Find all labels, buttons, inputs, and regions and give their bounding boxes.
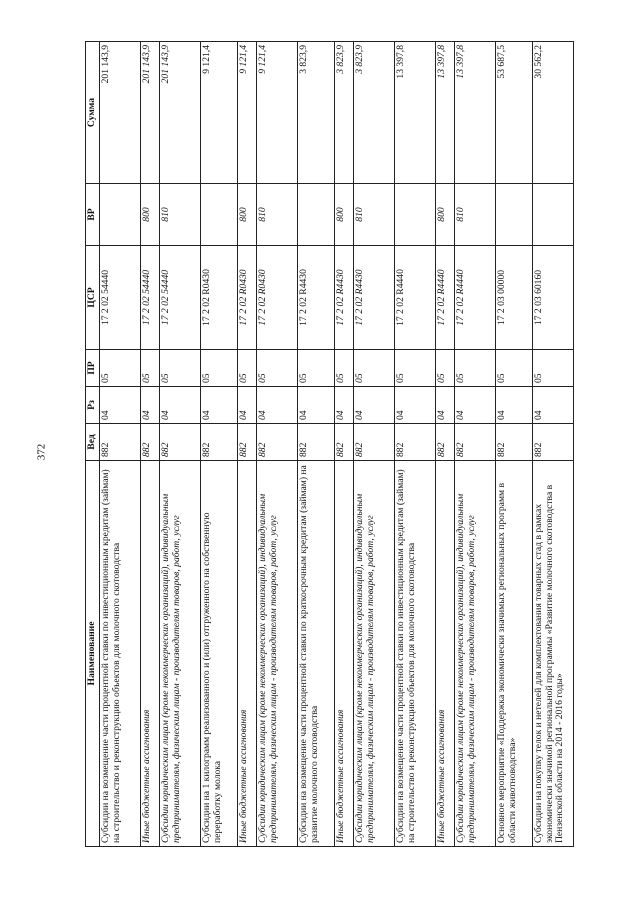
- cell-vr: [298, 184, 335, 246]
- cell-csr: 17 2 02 R4430: [298, 246, 335, 350]
- cell-name: Иные бюджетные ассигнования: [141, 461, 160, 847]
- cell-ved: 882: [455, 424, 496, 461]
- table-row: [141, 42, 160, 847]
- cell-name: Субсидии на покупку телок и нетелей для комплектования товарных стад в рамках экономически значимой региональной программы «Развитие молочного скотоводства в Пензенской области на 2014 - 2016 годы»: [533, 461, 574, 847]
- cell-ved: 882: [141, 424, 160, 461]
- table-row: [201, 42, 238, 847]
- cell-name: Субсидии на возмещение части процентной ставки по краткосрочным кредитам (займам) на развитие молочного скотоводства: [298, 461, 335, 847]
- cell-csr: 17 2 02 R0430: [257, 246, 298, 350]
- cell-sum: 201 143,9: [141, 42, 160, 184]
- header-csr: ЦСР: [86, 246, 100, 350]
- table-row: [533, 42, 574, 847]
- cell-vr: [395, 184, 436, 246]
- header-sum: Сумма: [86, 42, 100, 184]
- cell-ved: 882: [238, 424, 257, 461]
- cell-pr: 05: [395, 350, 436, 387]
- cell-vr: 810: [160, 184, 201, 246]
- table-row: [160, 42, 201, 847]
- cell-pr: 05: [533, 350, 574, 387]
- table-row: [496, 42, 533, 847]
- header-name: Наименование: [86, 461, 100, 847]
- header-rz: Рз: [86, 387, 100, 424]
- table-row: [298, 42, 335, 847]
- cell-name: Субсидии юридическим лицам (кроме некоммерческих организаций), индивидуальным предпринимателям, физическим лицам - производителям товаров, работ, услуг: [160, 461, 201, 847]
- cell-name: Основное мероприятие «Поддержка экономически значимых региональных программ в области животноводства»: [496, 461, 533, 847]
- cell-vr: 800: [436, 184, 455, 246]
- cell-pr: 05: [257, 350, 298, 387]
- cell-pr: 05: [335, 350, 354, 387]
- cell-rz: 04: [141, 387, 160, 424]
- table-header-row: [86, 42, 100, 847]
- cell-sum: 53 687,5: [496, 42, 533, 184]
- cell-csr: 17 2 02 R4440: [436, 246, 455, 350]
- cell-rz: 04: [160, 387, 201, 424]
- cell-name: Субсидии юридическим лицам (кроме некоммерческих организаций), индивидуальным предпринимателям, физическим лицам - производителям товаров, работ, услуг: [257, 461, 298, 847]
- cell-sum: 13 397,8: [395, 42, 436, 184]
- cell-ved: 882: [395, 424, 436, 461]
- cell-pr: 05: [455, 350, 496, 387]
- cell-csr: 17 2 02 R4440: [395, 246, 436, 350]
- table-row: [436, 42, 455, 847]
- cell-name: Иные бюджетные ассигнования: [436, 461, 455, 847]
- cell-vr: 800: [335, 184, 354, 246]
- cell-pr: 05: [298, 350, 335, 387]
- cell-rz: 04: [238, 387, 257, 424]
- table-row: [257, 42, 298, 847]
- cell-sum: 9 121,4: [238, 42, 257, 184]
- cell-sum: 201 143,9: [100, 42, 141, 184]
- cell-sum: 3 823,9: [298, 42, 335, 184]
- cell-rz: 04: [395, 387, 436, 424]
- cell-pr: 05: [496, 350, 533, 387]
- cell-ved: 882: [298, 424, 335, 461]
- cell-pr: 05: [141, 350, 160, 387]
- cell-csr: 17 2 02 54440: [100, 246, 141, 350]
- cell-pr: 05: [238, 350, 257, 387]
- cell-rz: 04: [335, 387, 354, 424]
- cell-vr: [201, 184, 238, 246]
- cell-pr: 05: [436, 350, 455, 387]
- rotated-table-container: [85, 42, 566, 847]
- cell-sum: 13 397,8: [436, 42, 455, 184]
- cell-pr: 05: [100, 350, 141, 387]
- table-row: [455, 42, 496, 847]
- cell-name: Субсидии юридическим лицам (кроме некоммерческих организаций), индивидуальным предпринимателям, физическим лицам - производителям товаров, работ, услуг: [354, 461, 395, 847]
- cell-ved: 882: [533, 424, 574, 461]
- cell-ved: 882: [201, 424, 238, 461]
- table-row: [100, 42, 141, 847]
- cell-pr: 05: [354, 350, 395, 387]
- cell-csr: 17 2 03 60160: [533, 246, 574, 350]
- cell-sum: 13 397,8: [455, 42, 496, 184]
- cell-rz: 04: [436, 387, 455, 424]
- cell-ved: 882: [436, 424, 455, 461]
- cell-csr: 17 2 02 54440: [141, 246, 160, 350]
- cell-csr: 17 2 03 00000: [496, 246, 533, 350]
- cell-sum: 3 823,9: [354, 42, 395, 184]
- cell-rz: 04: [298, 387, 335, 424]
- cell-ved: 882: [160, 424, 201, 461]
- header-vr: ВР: [86, 184, 100, 246]
- cell-csr: 17 2 02 R4430: [335, 246, 354, 350]
- cell-ved: 882: [496, 424, 533, 461]
- cell-vr: [496, 184, 533, 246]
- cell-vr: 810: [354, 184, 395, 246]
- cell-rz: 04: [455, 387, 496, 424]
- table-row: [354, 42, 395, 847]
- cell-pr: 05: [201, 350, 238, 387]
- cell-name: Иные бюджетные ассигнования: [238, 461, 257, 847]
- table-row: [238, 42, 257, 847]
- cell-vr: 800: [141, 184, 160, 246]
- cell-vr: 810: [455, 184, 496, 246]
- cell-ved: 882: [257, 424, 298, 461]
- cell-ved: 882: [354, 424, 395, 461]
- cell-name: Субсидии на возмещение части процентной ставки по инвестиционным кредитам (займам) на строительство и реконструкцию объектов для молочного скотоводства: [100, 461, 141, 847]
- cell-csr: 17 2 02 R0430: [201, 246, 238, 350]
- cell-name: Субсидии на 1 килограмм реализованного и (или) отгруженного на собственную переработку молока: [201, 461, 238, 847]
- cell-rz: 04: [257, 387, 298, 424]
- cell-csr: 17 2 02 R4430: [354, 246, 395, 350]
- cell-rz: 04: [100, 387, 141, 424]
- budget-table: [85, 41, 574, 847]
- cell-sum: 9 121,4: [201, 42, 238, 184]
- cell-sum: 9 121,4: [257, 42, 298, 184]
- cell-ved: 882: [335, 424, 354, 461]
- cell-sum: 3 823,9: [335, 42, 354, 184]
- cell-name: Субсидии юридическим лицам (кроме некоммерческих организаций), индивидуальным предпринимателям, физическим лицам - производителям товаров, работ, услуг: [455, 461, 496, 847]
- table-row: [335, 42, 354, 847]
- cell-rz: 04: [496, 387, 533, 424]
- cell-ved: 882: [100, 424, 141, 461]
- cell-name: Иные бюджетные ассигнования: [335, 461, 354, 847]
- cell-rz: 04: [201, 387, 238, 424]
- cell-vr: 800: [238, 184, 257, 246]
- cell-csr: 17 2 02 54440: [160, 246, 201, 350]
- cell-name: Субсидии на возмещение части процентной ставки по инвестиционным кредитам (займам) на строительство и реконструкцию объектов для молочного скотоводства: [395, 461, 436, 847]
- cell-pr: 05: [160, 350, 201, 387]
- header-ved: Вед: [86, 424, 100, 461]
- page-number: 372: [35, 443, 48, 461]
- cell-rz: 04: [354, 387, 395, 424]
- cell-sum: 30 562,2: [533, 42, 574, 184]
- cell-csr: 17 2 02 R4440: [455, 246, 496, 350]
- cell-rz: 04: [533, 387, 574, 424]
- cell-csr: 17 2 02 R0430: [238, 246, 257, 350]
- cell-vr: [100, 184, 141, 246]
- table-row: [395, 42, 436, 847]
- cell-vr: 810: [257, 184, 298, 246]
- cell-vr: [533, 184, 574, 246]
- cell-sum: 201 143,9: [160, 42, 201, 184]
- header-pr: ПР: [86, 350, 100, 387]
